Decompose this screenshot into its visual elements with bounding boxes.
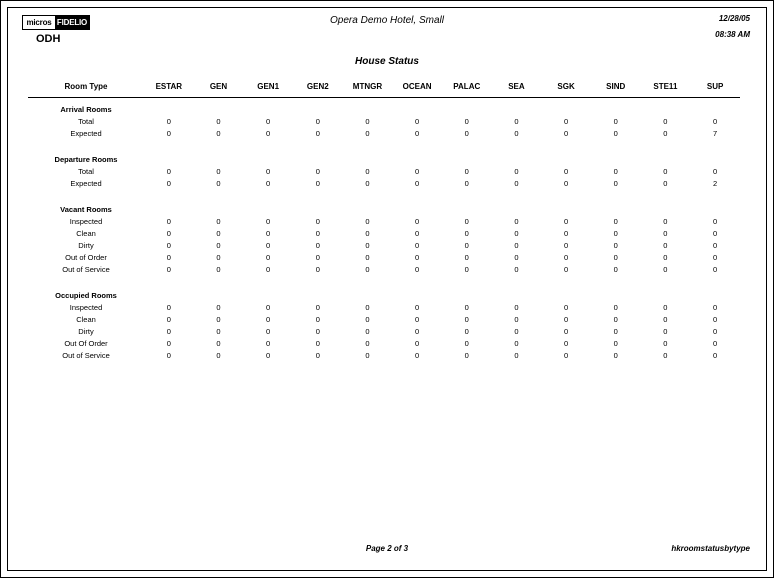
column-header-mtngr: MTNGR: [352, 82, 383, 91]
cell: 0: [663, 338, 668, 348]
cell: 0: [613, 240, 618, 250]
row-label: Total: [78, 116, 94, 126]
column-header-sgk: SGK: [557, 82, 575, 91]
cell: 0: [415, 302, 420, 312]
cell: 0: [315, 326, 320, 336]
row-label: Out of Order: [65, 252, 107, 262]
cell: 0: [266, 252, 271, 262]
cell: 0: [266, 302, 271, 312]
section-blank: [144, 148, 740, 165]
spacer-row: [28, 189, 740, 198]
cell: 0: [613, 116, 618, 126]
cell: 0: [563, 178, 569, 188]
cell: 0: [415, 228, 420, 238]
cell: 0: [514, 116, 519, 126]
cell: 0: [166, 116, 171, 126]
cell: 0: [563, 240, 569, 250]
cell: 0: [365, 178, 370, 188]
column-header-sup: SUP: [706, 82, 724, 91]
cell: 0: [713, 116, 718, 126]
report-date: 12/28/05: [718, 14, 750, 23]
section-header-row: [28, 98, 740, 116]
cell: 0: [415, 338, 420, 348]
row-label: Inspected: [69, 216, 103, 226]
cell: 0: [514, 166, 519, 176]
cell: 0: [613, 178, 618, 188]
cell: 0: [415, 178, 420, 188]
cell: 0: [266, 264, 271, 274]
cell: 0: [315, 166, 320, 176]
cell: 0: [514, 228, 519, 238]
table-row: [28, 251, 740, 263]
section-blank: [144, 284, 740, 301]
cell: 0: [713, 166, 718, 176]
cell: 0: [563, 314, 569, 324]
cell: 0: [365, 302, 370, 312]
cell: 0: [415, 350, 420, 360]
cell: 0: [613, 252, 618, 262]
cell: 0: [166, 302, 171, 312]
cell: 0: [166, 128, 171, 138]
cell: 0: [266, 228, 271, 238]
cell: 0: [216, 166, 221, 176]
table-body: [28, 98, 740, 362]
column-header-room-type: Room Type: [64, 82, 108, 91]
cell: 0: [713, 252, 718, 262]
cell: 0: [415, 216, 420, 226]
cell: 0: [663, 228, 668, 238]
cell: 7: [713, 128, 718, 138]
cell: 0: [514, 216, 519, 226]
cell: 0: [216, 302, 221, 312]
column-header-ocean: OCEAN: [402, 82, 432, 91]
column-header-sind: SIND: [606, 82, 626, 91]
table-row: [28, 337, 740, 349]
column-header-gen: GEN: [209, 82, 228, 91]
cell: 0: [713, 326, 718, 336]
cell: 0: [464, 166, 469, 176]
cell: 0: [713, 338, 718, 348]
spacer-row: [28, 139, 740, 148]
cell: 0: [663, 326, 668, 336]
cell: 0: [315, 302, 320, 312]
cell: 0: [514, 350, 519, 360]
house-status-table-wrap: [28, 80, 740, 361]
cell: 0: [216, 252, 221, 262]
cell: 0: [464, 116, 469, 126]
section-title: Occupied Rooms: [55, 291, 117, 300]
cell: 0: [514, 338, 519, 348]
cell: 0: [713, 314, 718, 324]
cell: 0: [563, 350, 569, 360]
cell: 0: [365, 264, 370, 274]
cell: 0: [464, 314, 469, 324]
cell: 0: [563, 216, 569, 226]
cell: 0: [613, 338, 618, 348]
cell: 0: [613, 326, 618, 336]
cell: 0: [713, 228, 718, 238]
cell: 0: [663, 264, 668, 274]
cell: 0: [365, 240, 370, 250]
cell: 0: [563, 166, 569, 176]
cell: 0: [563, 338, 569, 348]
cell: 0: [216, 338, 221, 348]
cell: 0: [514, 178, 519, 188]
cell: 0: [464, 228, 469, 238]
cell: 0: [315, 350, 320, 360]
section-title: Arrival Rooms: [60, 105, 112, 114]
cell: 0: [166, 166, 171, 176]
table-row: [28, 227, 740, 239]
cell: 0: [613, 128, 618, 138]
cell: 0: [315, 216, 320, 226]
column-header-estar: ESTAR: [155, 82, 183, 91]
row-label: Out Of Order: [64, 338, 108, 348]
column-header-palac: PALAC: [453, 82, 481, 91]
row-label: Out of Service: [62, 350, 110, 360]
cell: 0: [365, 128, 370, 138]
column-header-gen2: GEN2: [306, 82, 329, 91]
cell: 0: [216, 350, 221, 360]
page-border: [7, 7, 767, 571]
hotel-name: Opera Demo Hotel, Small: [330, 15, 444, 26]
property-code: ODH: [36, 33, 61, 45]
cell: 0: [613, 350, 618, 360]
row-label: Inspected: [69, 302, 103, 312]
cell: 0: [464, 128, 469, 138]
cell: 0: [266, 216, 271, 226]
cell: 0: [613, 216, 618, 226]
row-label: Clean: [76, 314, 96, 324]
cell: 0: [266, 240, 271, 250]
cell: 0: [663, 128, 668, 138]
table-row: [28, 115, 740, 127]
table-row: [28, 177, 740, 189]
cell: 0: [266, 116, 271, 126]
cell: 0: [613, 314, 618, 324]
cell: 0: [315, 314, 320, 324]
row-label: Clean: [76, 228, 96, 238]
section-title: Departure Rooms: [54, 155, 118, 164]
cell: 0: [166, 264, 171, 274]
section-blank: [144, 198, 740, 215]
table-row: [28, 263, 740, 275]
cell: 0: [166, 252, 171, 262]
cell: 0: [613, 228, 618, 238]
cell: 0: [514, 302, 519, 312]
cell: 0: [365, 314, 370, 324]
cell: 0: [663, 314, 668, 324]
cell: 0: [514, 128, 519, 138]
cell: 0: [365, 338, 370, 348]
cell: 2: [713, 178, 718, 188]
cell: 0: [415, 116, 420, 126]
cell: 0: [514, 252, 519, 262]
column-header-sea: SEA: [508, 82, 525, 91]
cell: 0: [464, 216, 469, 226]
cell: 0: [563, 252, 569, 262]
cell: 0: [514, 264, 519, 274]
cell: 0: [216, 326, 221, 336]
cell: 0: [514, 240, 519, 250]
cell: 0: [563, 302, 569, 312]
cell: 0: [464, 178, 469, 188]
cell: 0: [216, 228, 221, 238]
cell: 0: [663, 178, 668, 188]
cell: 0: [464, 240, 469, 250]
section-blank: [144, 98, 740, 116]
cell: 0: [315, 252, 320, 262]
cell: 0: [464, 252, 469, 262]
section-header-row: [28, 148, 740, 165]
cell: 0: [514, 314, 519, 324]
cell: 0: [266, 338, 271, 348]
section-header-row: [28, 198, 740, 215]
cell: 0: [266, 128, 271, 138]
cell: 0: [315, 116, 320, 126]
cell: 0: [415, 240, 420, 250]
cell: 0: [563, 264, 569, 274]
cell: 0: [166, 216, 171, 226]
cell: 0: [464, 338, 469, 348]
cell: 0: [415, 264, 420, 274]
report-title: House Status: [355, 56, 419, 67]
cell: 0: [663, 116, 668, 126]
logo-fidelio-text: FIDELIO: [56, 18, 88, 27]
cell: 0: [315, 228, 320, 238]
table-row: [28, 165, 740, 177]
cell: 0: [713, 350, 718, 360]
cell: 0: [613, 302, 618, 312]
cell: 0: [415, 128, 420, 138]
cell: 0: [315, 338, 320, 348]
table-row: [28, 301, 740, 313]
cell: 0: [415, 252, 420, 262]
cell: 0: [713, 216, 718, 226]
house-status-table: [28, 80, 740, 361]
report-id: hkroomstatusbytype: [671, 544, 750, 553]
report-time: 08:38 AM: [715, 30, 750, 39]
column-header-ste11: STE11: [653, 82, 678, 91]
cell: 0: [266, 350, 271, 360]
cell: 0: [266, 314, 271, 324]
cell: 0: [166, 178, 171, 188]
cell: 0: [216, 264, 221, 274]
row-label: Expected: [70, 128, 102, 138]
cell: 0: [216, 314, 221, 324]
cell: 0: [713, 302, 718, 312]
table-row: [28, 349, 740, 361]
cell: 0: [464, 326, 469, 336]
cell: 0: [166, 350, 171, 360]
cell: 0: [315, 128, 320, 138]
table-row: [28, 239, 740, 251]
cell: 0: [365, 116, 370, 126]
table-row: [28, 325, 740, 337]
cell: 0: [563, 128, 569, 138]
row-label: Out of Service: [62, 264, 110, 274]
cell: 0: [415, 314, 420, 324]
table-row: [28, 313, 740, 325]
table-row: [28, 127, 740, 139]
cell: 0: [365, 166, 370, 176]
spacer-row: [28, 275, 740, 284]
cell: 0: [464, 264, 469, 274]
column-header-gen1: GEN1: [257, 82, 280, 91]
cell: 0: [713, 264, 718, 274]
cell: 0: [514, 326, 519, 336]
cell: 0: [663, 252, 668, 262]
cell: 0: [663, 166, 668, 176]
cell: 0: [216, 128, 221, 138]
cell: 0: [166, 228, 171, 238]
cell: 0: [365, 228, 370, 238]
cell: 0: [663, 216, 668, 226]
row-label: Dirty: [78, 326, 94, 336]
table-header: [28, 80, 740, 98]
row-label: Total: [78, 166, 94, 176]
cell: 0: [216, 116, 221, 126]
cell: 0: [166, 314, 171, 324]
cell: 0: [266, 326, 271, 336]
cell: 0: [563, 116, 569, 126]
table-row: [28, 215, 740, 227]
cell: 0: [663, 350, 668, 360]
cell: 0: [166, 326, 171, 336]
cell: 0: [464, 350, 469, 360]
cell: 0: [563, 228, 569, 238]
cell: 0: [315, 240, 320, 250]
cell: 0: [216, 178, 221, 188]
cell: 0: [663, 302, 668, 312]
cell: 0: [613, 166, 618, 176]
cell: 0: [713, 240, 718, 250]
section-title: Vacant Rooms: [60, 205, 112, 214]
cell: 0: [266, 178, 271, 188]
cell: 0: [266, 166, 271, 176]
cell: 0: [216, 240, 221, 250]
cell: 0: [415, 166, 420, 176]
cell: 0: [315, 178, 320, 188]
section-header-row: [28, 284, 740, 301]
cell: 0: [365, 216, 370, 226]
logo-micros-text: micros: [26, 18, 52, 27]
page-number: Page 2 of 3: [365, 544, 409, 553]
cell: 0: [365, 252, 370, 262]
cell: 0: [663, 240, 668, 250]
cell: 0: [415, 326, 420, 336]
cell: 0: [216, 216, 221, 226]
cell: 0: [166, 240, 171, 250]
row-label: Expected: [70, 178, 102, 188]
cell: 0: [166, 338, 171, 348]
row-label: Dirty: [78, 240, 94, 250]
cell: 0: [315, 264, 320, 274]
table-header-row: [28, 80, 740, 98]
cell: 0: [365, 350, 370, 360]
cell: 0: [613, 264, 618, 274]
cell: 0: [365, 326, 370, 336]
cell: 0: [563, 326, 569, 336]
cell: 0: [464, 302, 469, 312]
